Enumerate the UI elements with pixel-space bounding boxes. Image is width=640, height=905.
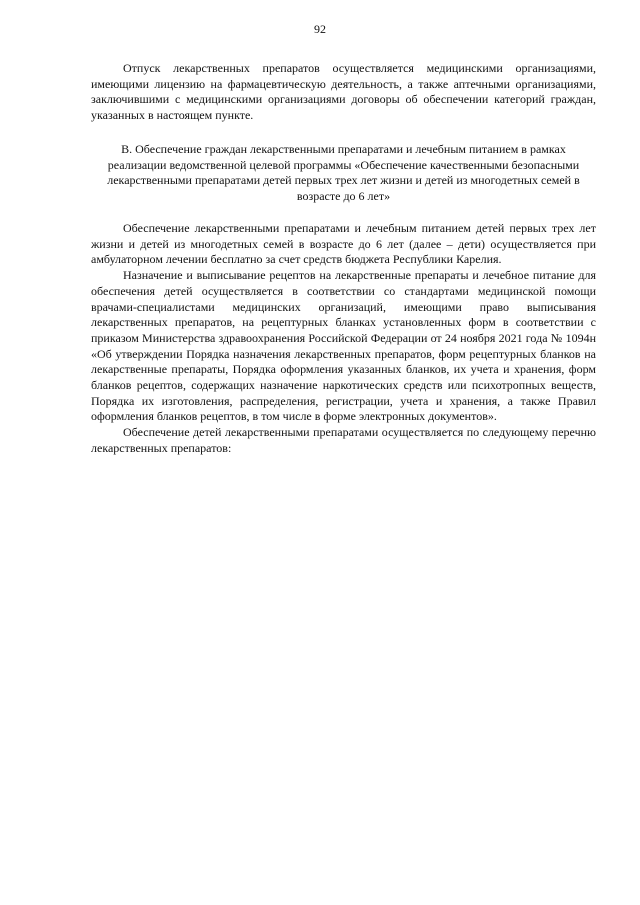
paragraph-prescription-rules: Назначение и выписывание рецептов на лекарственные препараты и лечебное питание для обеспечения детей осуществляется в соответствии со стандартами медицинской помощи врачами-специалистами медицинских организаций, имеющими право выписывания лекарственных препаратов, на рецептурных бланках установленных форм в соответствии с приказом Министерства здравоохранения Российской Федерации от 24 ноября 2021 года № 1094н «Об утверждении Порядка назначения лекарственных препаратов, форм рецептурных бланков на лекарственные препараты, Порядка оформления указанных бланков, их учета и хранения, форм бланков рецептов, содержащих назначение наркотических средств или психотропных веществ, Порядка их изготовления, распределения, регистрации, учета и хранения, а также Правил оформления бланков рецептов, в том числе в форме электронных документов». [91, 268, 596, 424]
section-body [91, 221, 596, 457]
page-number: 92 [314, 22, 326, 36]
section-heading: В. Обеспечение граждан лекарственными препаратами и лечебным питанием в рамках реализации ведомственной целевой программы «Обеспечение качественными безопасными лекарственными препаратами детей первых трех лет жизни и детей из многодетных семей в возрасте до 6 лет» [107, 142, 580, 204]
paragraph-drug-list-intro: Обеспечение детей лекарственными препаратами осуществляется по следующему перечню лекарственных препаратов: [91, 425, 596, 455]
paragraph-children-coverage: Обеспечение лекарственными препаратами и лечебным питанием детей первых трех лет жизни и детей из многодетных семей в возрасте до 6 лет (далее – дети) осуществляется при амбулаторном лечении бесплатно за счет средств бюджета Республики Карелия. [91, 221, 596, 267]
intro-paragraph: Отпуск лекарственных препаратов осуществляется медицинскими организациями, имеющими лицензию на фармацевтическую деятельность, а также аптечными организациями, заключившими с медицинскими организациями договоры об обеспечении категорий граждан, указанных в настоящем пункте. [91, 61, 596, 123]
intro-block [91, 61, 596, 124]
